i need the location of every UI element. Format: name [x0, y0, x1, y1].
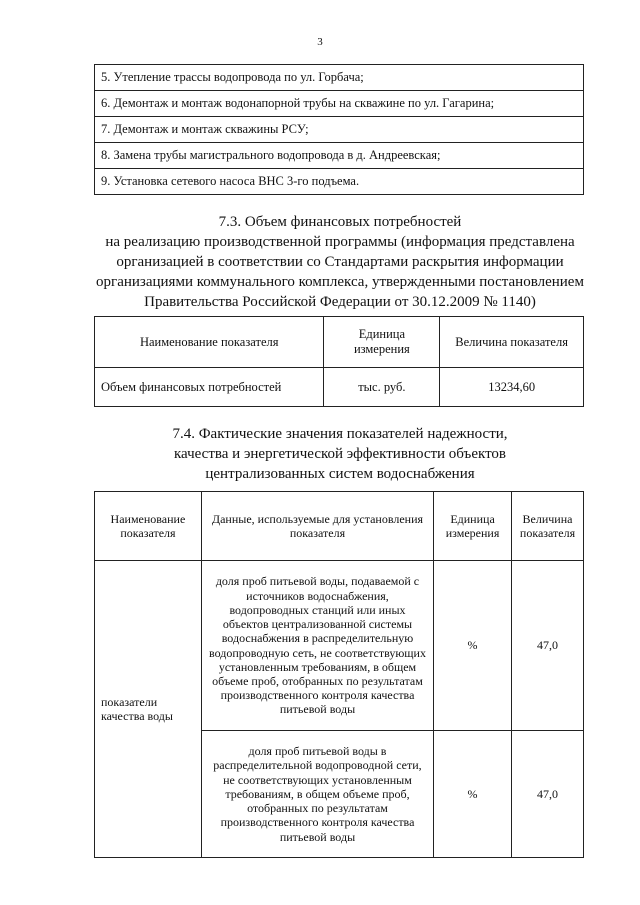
column-header-indicator: Наименование показателя	[95, 317, 324, 368]
section-74-title-line: централизованных систем водоснабжения	[205, 466, 475, 482]
section-74-title-line: качества и энергетической эффективности объектов	[173, 446, 507, 462]
column-header-data: Данные, используемые для установления показателя	[201, 492, 433, 561]
list-item-text: 5. Утепление трассы водопровода по ул. Горбача;	[95, 65, 584, 91]
table-header-row	[95, 492, 584, 561]
page-number: 3	[317, 36, 323, 48]
list-item-text: 9. Установка сетевого насоса ВНС 3-го подъема.	[95, 169, 584, 195]
table-row	[95, 368, 584, 407]
indicator-unit: %	[434, 731, 512, 858]
financial-needs-table	[94, 316, 584, 407]
indicator-value: 47,0	[512, 561, 584, 731]
table-row	[95, 561, 584, 731]
section-73-title-line: 7.3. Объем финансовых потребностей	[218, 214, 462, 230]
indicator-description: доля проб питьевой воды, подаваемой с источников водоснабжения, водопроводных станций или иных объектов централизованной системы водоснабжения в распределительную водопроводную сеть, не соответствующих установленным требованиям, в общем объеме проб, отобранных по результатам производственного контроля качества питьевой воды	[201, 561, 433, 731]
list-item-text: 7. Демонтаж и монтаж скважины РСУ;	[95, 117, 584, 143]
section-73-title-line: Правительства Российской Федерации от 30.12.2009 № 1140)	[144, 294, 536, 310]
indicator-group-label: показатели качества воды	[95, 561, 202, 858]
section-73-title-line: на реализацию производственной программы (информация представлена	[105, 234, 575, 250]
list-item-text: 8. Замена трубы магистрального водопровода в д. Андреевская;	[95, 143, 584, 169]
table-header-row	[95, 317, 584, 368]
column-header-unit: Единица измерения	[324, 317, 440, 368]
section-74-title-line: 7.4. Фактические значения показателей надежности,	[172, 426, 508, 442]
indicator-unit: тыс. руб.	[324, 368, 440, 407]
indicator-value: 47,0	[512, 731, 584, 858]
list-item	[95, 65, 584, 91]
column-header-unit: Единица измерения	[434, 492, 512, 561]
indicator-unit: %	[434, 561, 512, 731]
list-item-text: 6. Демонтаж и монтаж водонапорной трубы на скважине по ул. Гагарина;	[95, 91, 584, 117]
list-item	[95, 91, 584, 117]
indicator-name: Объем финансовых потребностей	[95, 368, 324, 407]
list-item	[95, 117, 584, 143]
indicator-value: 13234,60	[440, 368, 584, 407]
indicator-description: доля проб питьевой воды в распределительной водопроводной сети, не соответствующих установленным требованиям, в общем объеме проб, отобранных по результатам производственного контроля качества питьевой воды	[201, 731, 433, 858]
reliability-indicators-table	[94, 491, 584, 858]
list-item	[95, 169, 584, 195]
section-73-title	[0, 212, 640, 312]
works-list-table	[94, 64, 584, 195]
column-header-value: Величина показателя	[512, 492, 584, 561]
column-header-value: Величина показателя	[440, 317, 584, 368]
section-73-title-line: организациями коммунального комплекса, утвержденными постановлением	[96, 274, 584, 290]
list-item	[95, 143, 584, 169]
section-74-title	[0, 424, 640, 484]
column-header-indicator: Наименование показателя	[95, 492, 202, 561]
section-73-title-line: организацией в соответствии со Стандартами раскрытия информации	[116, 254, 564, 270]
